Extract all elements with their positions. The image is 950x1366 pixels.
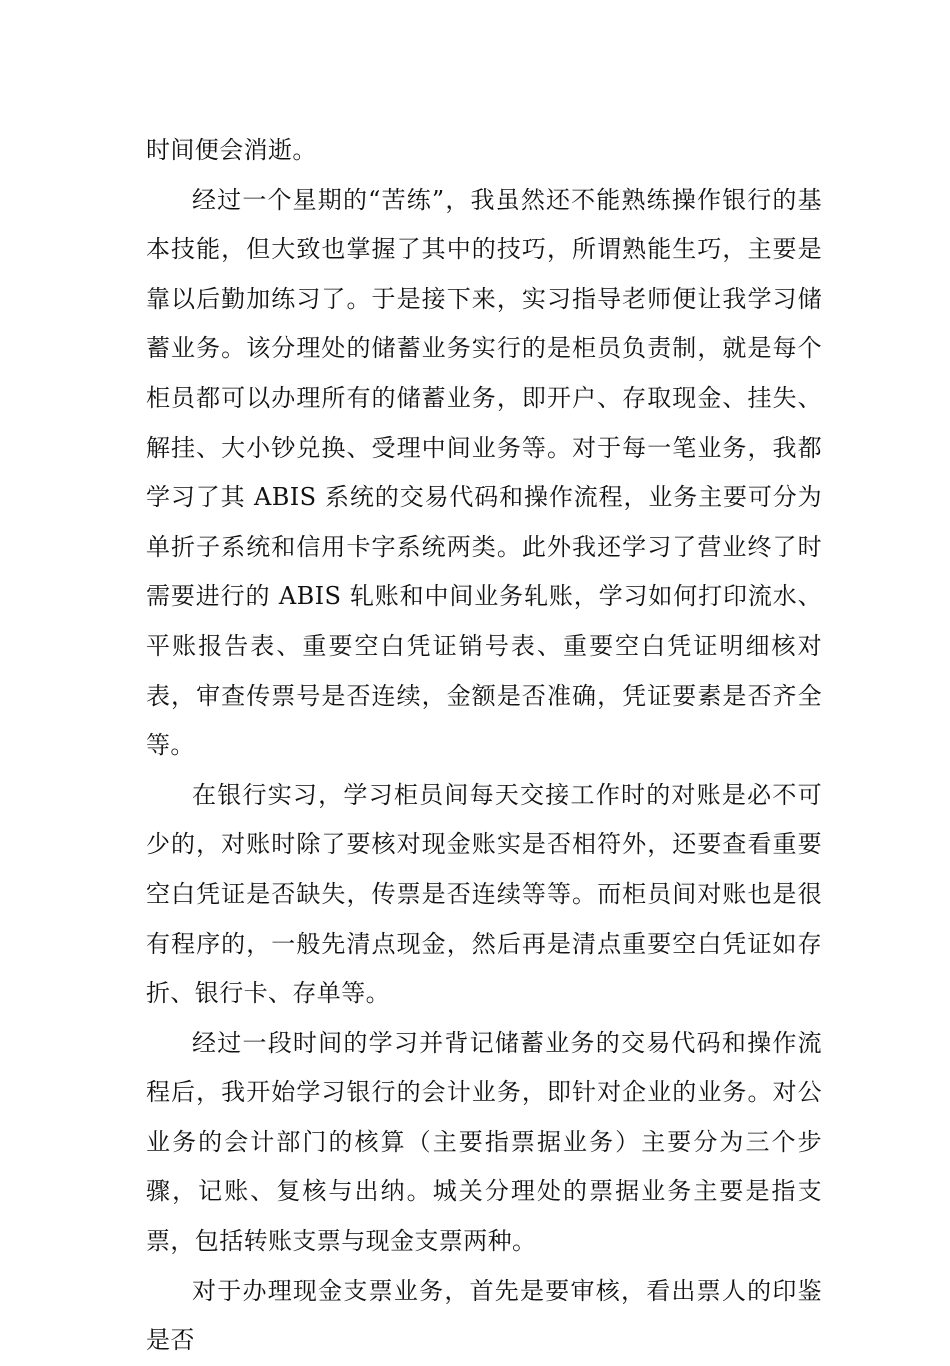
paragraph-5: 对于办理现金支票业务，首先是要审核，看出票人的印鉴是否	[146, 1276, 822, 1355]
paragraph-1: 时间便会消逝。	[146, 136, 317, 164]
paragraph-3: 在银行实习，学习柜员间每天交接工作时的对账是必不可少的，对账时除了要核对现金账实是否相符外，还要查看重要空白凭证是否缺失，传票是否连续等等。而柜员间对账也是很有程序的，一般先清点现金，然后再是清点重要空白凭证如存折、银行卡、存单等。	[146, 780, 822, 1008]
paragraph-4: 经过一段时间的学习并背记储蓄业务的交易代码和操作流程后，我开始学习银行的会计业务，即针对企业的业务。对公业务的会计部门的核算（主要指票据业务）主要分为三个步骤，记账、复核与出纳。城关分理处的票据业务主要是指支票，包括转账支票与现金支票两种。	[146, 1028, 822, 1256]
paragraph-2: 经过一个星期的“苦练”，我虽然还不能熟练操作银行的基本技能，但大致也掌握了其中的技巧，所谓熟能生巧，主要是靠以后勤加练习了。于是接下来，实习指导老师便让我学习储蓄业务。该分理处的储蓄业务实行的是柜员负责制，就是每个柜员都可以办理所有的储蓄业务，即开户、存取现金、挂失、解挂、大小钞兑换、受理中间业务等。对于每一笔业务，我都学习了其 ABIS 系统的交易代码和操作流程，业务主要可分为单折子系统和信用卡字系统两类。此外我还学习了营业终了时需要进行的 ABIS 轧账和中间业务轧账，学习如何打印流水、平账报告表、重要空白凭证销号表、重要空白凭证明细核对表，审查传票号是否连续，金额是否准确，凭证要素是否齐全等。	[146, 185, 822, 760]
document-body	[146, 126, 822, 1366]
